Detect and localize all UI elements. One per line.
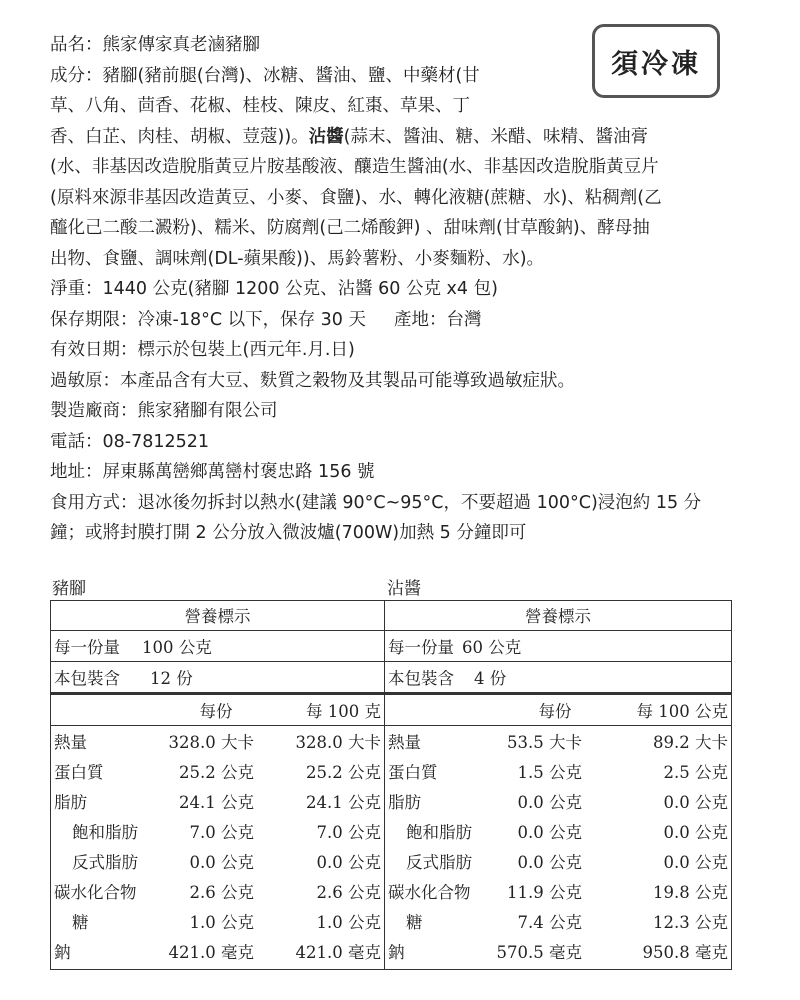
ingredients-line-5: (原料來源非基因改造黃豆、小麥、食鹽)、水、轉化液糖(蔗糖、水)、粘稠劑(乙 <box>50 187 662 208</box>
table-row <box>384 906 732 936</box>
table-row <box>384 786 732 816</box>
per-100-value: 0.0 公克 <box>316 853 381 872</box>
per-100-value: 0.0 公克 <box>663 823 728 842</box>
shelf-life-line <box>50 305 750 336</box>
per-100-value: 24.1 公克 <box>306 793 381 812</box>
pork-package-label: 本包裝含 <box>54 669 120 688</box>
per-serving-value: 0.0 公克 <box>517 853 582 872</box>
table-row <box>50 816 385 846</box>
sauce-keyword: 沾醬 <box>308 126 344 147</box>
pork-col-per-100: 每 100 克 <box>258 694 385 726</box>
pork-nutrition-table <box>50 600 385 966</box>
sauce-serving-size <box>384 631 732 662</box>
product-label <box>50 30 750 549</box>
pork-table-caption: 豬腳 <box>52 579 86 599</box>
usage-line-1: 食用方式：退冰後勿拆封以熱水(建議 90°C~95°C，不要超過 100°C)浸泡約 15 分 <box>50 492 702 513</box>
sauce-col-per-serving: 每份 <box>488 694 586 726</box>
per-100-value: 328.0 大卡 <box>295 733 381 752</box>
table-row <box>50 936 385 966</box>
per-serving-value: 421.0 毫克 <box>168 943 254 962</box>
per-100-value: 7.0 公克 <box>316 823 381 842</box>
nutrient-name: 碳水化合物 <box>54 883 137 902</box>
per-serving-value: 7.4 公克 <box>517 913 582 932</box>
per-serving-value: 1.0 公克 <box>189 913 254 932</box>
usage-line-2: 鐘；或將封膜打開 2 公分放入微波爐(700W)加熱 5 分鐘即可 <box>50 523 527 543</box>
nutrient-name: 飽和脂肪 <box>406 823 472 842</box>
per-100-value: 421.0 毫克 <box>295 943 381 962</box>
ingredients-line-6: 醯化己二酸二澱粉)、糯米、防腐劑(己二烯酸鉀) 、甜味劑(甘草酸鈉)、酵母抽 <box>50 218 650 238</box>
sauce-package-servings <box>384 662 732 694</box>
per-100-value: 0.0 公克 <box>663 853 728 872</box>
ingredients-line-7: 出物、食鹽、調味劑(DL-蘋果酸))、馬鈴薯粉、小麥麵粉、水)。 <box>50 248 545 269</box>
table-row <box>384 876 732 906</box>
pork-col-per-serving: 每份 <box>148 694 258 726</box>
nutrient-name: 鈉 <box>54 943 71 962</box>
expiry-date: 有效日期：標示於包裝上(西元年.月.日) <box>50 340 355 360</box>
per-serving-value: 0.0 公克 <box>517 823 582 842</box>
per-100-value: 950.8 毫克 <box>642 943 728 962</box>
table-row <box>50 756 385 786</box>
per-serving-value: 1.5 公克 <box>517 763 582 782</box>
nutrient-name: 蛋白質 <box>388 763 438 782</box>
per-serving-value: 328.0 大卡 <box>168 733 254 752</box>
frozen-badge: 須冷凍 <box>592 24 720 98</box>
sauce-package-label: 本包裝含 <box>388 669 454 688</box>
sauce-serving-label: 每一份量 <box>388 638 454 657</box>
per-100-value: 2.5 公克 <box>663 763 728 782</box>
table-row <box>384 816 732 846</box>
pork-table-title: 營養標示 <box>50 600 385 631</box>
pork-serving-label: 每一份量 <box>54 638 120 657</box>
per-serving-value: 7.0 公克 <box>189 823 254 842</box>
ingredients-line-2: 草、八角、茴香、花椒、桂枝、陳皮、紅棗、草果、丁 <box>50 96 470 116</box>
ingredients-line-1: 成分：豬腳(豬前腿(台灣)、冰糖、醬油、鹽、中藥材(甘 <box>50 65 480 86</box>
per-100-value: 19.8 公克 <box>653 883 728 902</box>
per-100-value: 12.3 公克 <box>653 913 728 932</box>
per-serving-value: 25.2 公克 <box>179 763 254 782</box>
manufacturer: 製造廠商：熊家豬腳有限公司 <box>50 401 278 421</box>
allergen-notice: 過敏原：本產品含有大豆、麩質之穀物及其製品可能導致過敏症狀。 <box>50 370 575 391</box>
per-100-value: 2.6 公克 <box>316 883 381 902</box>
table-row <box>50 876 385 906</box>
table-row <box>384 846 732 876</box>
per-serving-value: 24.1 公克 <box>179 793 254 812</box>
per-serving-value: 0.0 公克 <box>517 793 582 812</box>
ingredients-line-4: (水、非基因改造脫脂黃豆片胺基酸液、釀造生醬油(水、非基因改造脫脂黃豆片 <box>50 157 659 177</box>
nutrient-name: 鈉 <box>388 943 405 962</box>
per-serving-value: 53.5 大卡 <box>507 733 582 752</box>
table-row <box>50 726 385 757</box>
per-serving-value: 2.6 公克 <box>189 883 254 902</box>
phone: 電話：08-7812521 <box>50 431 210 452</box>
per-serving-value: 570.5 毫克 <box>496 943 582 962</box>
sauce-nutrition-table <box>384 600 732 966</box>
per-serving-value: 11.9 公克 <box>507 883 582 902</box>
pork-serving-value: 100 公克 <box>142 638 212 657</box>
sauce-serving-value: 60 公克 <box>462 638 522 657</box>
nutrient-name: 反式脂肪 <box>406 853 472 872</box>
nutrient-name: 飽和脂肪 <box>72 823 138 842</box>
address: 地址：屏東縣萬巒鄉萬巒村褒忠路 156 號 <box>50 462 375 482</box>
pork-package-servings <box>50 662 385 694</box>
nutrient-name: 脂肪 <box>54 793 87 812</box>
sauce-col-per-100: 每 100 公克 <box>586 694 732 726</box>
product-name: 品名：熊家傳家真老滷豬腳 <box>50 35 260 55</box>
sauce-package-value: 4 份 <box>474 669 507 688</box>
pork-serving-size <box>50 631 385 662</box>
table-row <box>50 906 385 936</box>
per-100-value: 25.2 公克 <box>306 763 381 782</box>
table-row <box>50 786 385 816</box>
ingredients-line-3a: 香、白芷、肉桂、胡椒、荳蔻))。 <box>50 126 309 147</box>
nutrient-name: 糖 <box>406 913 423 932</box>
nutrient-name: 糖 <box>72 913 89 932</box>
table-row <box>384 756 732 786</box>
table-row <box>384 936 732 966</box>
ingredients-line-3 <box>50 122 750 153</box>
per-serving-value: 0.0 公克 <box>189 853 254 872</box>
sauce-table-caption: 沾醬 <box>387 579 421 599</box>
nutrient-name: 熱量 <box>54 733 87 752</box>
per-100-value: 1.0 公克 <box>316 913 381 932</box>
nutrient-name: 反式脂肪 <box>72 853 138 872</box>
nutrient-name: 熱量 <box>388 733 421 752</box>
net-weight: 淨重：1440 公克(豬腳 1200 公克、沾醬 60 公克 x4 包) <box>50 279 498 299</box>
table-row <box>384 726 732 757</box>
table-row <box>50 846 385 876</box>
per-100-value: 0.0 公克 <box>663 793 728 812</box>
nutrient-name: 脂肪 <box>388 793 421 812</box>
pork-package-value: 12 份 <box>150 669 193 688</box>
nutrient-name: 蛋白質 <box>54 763 104 782</box>
sauce-table-title: 營養標示 <box>384 600 732 631</box>
nutrient-name: 碳水化合物 <box>388 883 471 902</box>
per-100-value: 89.2 大卡 <box>653 733 728 752</box>
shelf-life: 保存期限：冷凍-18°C 以下，保存 30 天 <box>50 309 367 330</box>
origin: 產地：台灣 <box>394 309 482 330</box>
ingredients-line-3b: (蒜末、醬油、糖、米醋、味精、醬油膏 <box>343 126 648 147</box>
